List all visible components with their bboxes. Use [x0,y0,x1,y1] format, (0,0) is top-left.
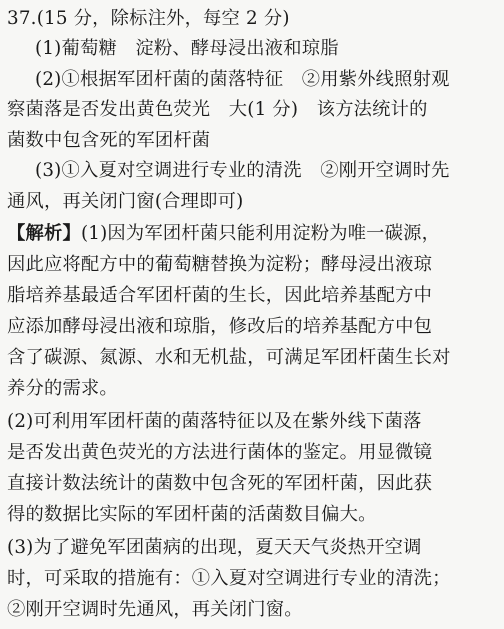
analysis-line-1 [7,219,440,249]
question-number: 37. [7,8,37,29]
answer-line-5: (3)①入夏对空调进行专业的清洗 ②刚开空调时先 [35,160,450,181]
analysis-line-9: 直接计数法统计的菌数中包含死的军团杆菌，因此获 [7,473,433,494]
analysis-line-4: 应添加酵母浸出液和琼脂，修改后的培养基配方中包 [7,316,433,337]
analysis-line-10: 得的数据比实际的军团杆菌的活菌数目偏大。 [7,504,377,525]
analysis-line-5: 含了碳源、氮源、水和无机盐，可满足军团杆菌生长对 [7,347,451,368]
answer-line-1: (1)葡萄糖 淀粉、酵母浸出液和琼脂 [35,38,339,59]
answer-line-6: 通风，再关闭门窗(合理即可) [7,191,244,212]
question-header-line [7,4,290,34]
answer-line-4: 菌数中包含死的军团杆菌 [7,130,211,151]
analysis-line-2: 因此应将配方中的葡萄糖替换为淀粉；酵母浸出液琼 [7,254,433,275]
answer-line-2: (2)①根据军团杆菌的菌落特征 ②用紫外线照射观 [35,69,450,90]
analysis-line-7: (2)可利用军团杆菌的菌落特征以及在紫外线下菌落 [7,411,422,432]
analysis-line-3: 脂培养基最适合军团杆菌的生长，因此培养基配方中 [7,285,433,306]
analysis-line-11: (3)为了避免军团菌病的出现，夏天天气炎热开空调 [7,537,422,558]
analysis-line-6: 养分的需求。 [7,378,118,399]
answer-line-3: 察菌落是否发出黄色荧光 大(1 分) 该方法统计的 [7,99,428,120]
analysis-line-1-text: (1)因为军团杆菌只能利用淀粉为唯一碳源， [80,223,441,244]
analysis-line-13: ②刚开空调时先通风，再关闭门窗。 [7,599,303,620]
analysis-tag: 【解析】 [7,223,81,244]
analysis-line-12: 时，可采取的措施有：①入夏对空调进行专业的清洗； [7,568,451,589]
analysis-line-8: 是否发出黄色荧光的方法进行菌体的鉴定。用显微镜 [7,442,433,463]
question-header: (15 分，除标注外，每空 2 分) [36,8,290,29]
